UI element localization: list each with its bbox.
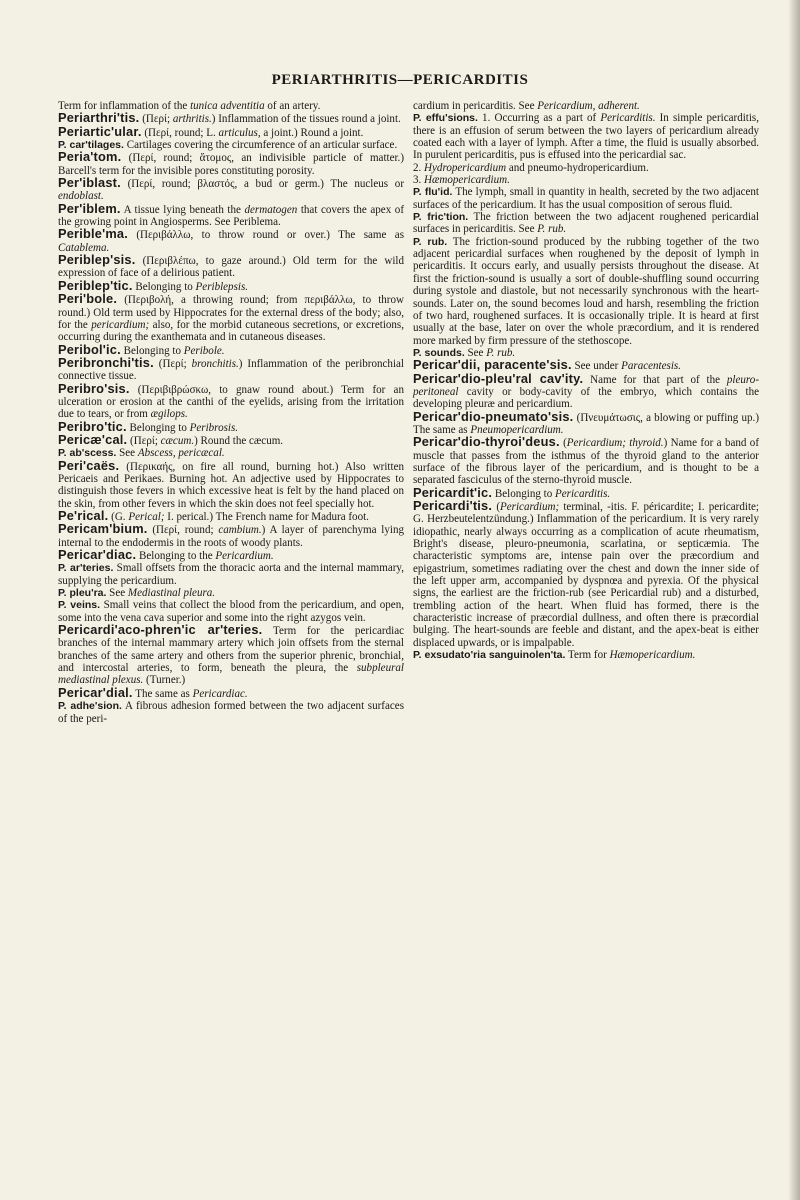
headword: Pericæ'cal. (58, 431, 128, 447)
definition-text: (Πνευμάτωσις, a blowing or puffing up.) The same as (413, 411, 759, 436)
dictionary-entry (58, 228, 404, 254)
headword: Pericar'dii, paracente'sis. (413, 357, 572, 373)
italic-term: bronchitis. (191, 357, 239, 370)
definition-text: a joint.) Round a joint. (260, 126, 364, 139)
dictionary-subentry (58, 562, 404, 587)
definition-text: also, for the morbid cutaneous secretions, or excretions, occurring during the exanthemata and in cutaneous diseases. (58, 318, 404, 344)
headword: Peribronchi'tis. (58, 354, 154, 370)
definition-text: 3. (413, 174, 425, 187)
italic-term: Hæmopericardium. (424, 174, 510, 187)
dictionary-subentry (58, 587, 404, 599)
headword: Pericardi'tis. (413, 498, 493, 513)
headword: P. veins. (58, 599, 101, 612)
entry-text (413, 100, 759, 112)
definition-text: ) Name for a band of muscle that passes from the isthmus of the thyroid gland to the anterior surface of the fibrous layer of the pericardium, and is thought to be a separated fasciculus of the sterno-thyroid muscle. (413, 437, 759, 487)
definition-text: (Περιβολή, a throwing round; from περιβάλλω, to throw round.) Old term used by Hippocrates for the external dress of the body; also, for the (58, 294, 404, 331)
dictionary-subentry (413, 649, 759, 661)
italic-term: endoblast. (58, 190, 104, 203)
page-edge-shadow (788, 0, 800, 1200)
definition-text: (Περί, round; ἄτομος, an indivisible particle of matter.) Barcell's term for the invisible pores constituting porosity. (58, 152, 404, 177)
definition-text: The lymph, small in quantity in health, secreted by the two adjacent surfaces of the pericardium. It has the usual composition of serous fluid. (413, 186, 759, 211)
definition-text: Belonging to the (136, 550, 216, 563)
headword: Peribol'ic. (58, 341, 121, 357)
dictionary-subentry (413, 112, 759, 161)
headword: P. car'tilages. (58, 139, 124, 152)
headword: Periblep'tic. (58, 277, 133, 293)
italic-term: arthritis. (172, 113, 212, 126)
dictionary-subentry (58, 700, 404, 725)
definition-text: Belonging to (126, 421, 190, 434)
headword: P. adhe'sion. (58, 700, 122, 713)
italic-term: pericardium; (91, 318, 150, 331)
headword: P. sounds. (413, 346, 465, 359)
italic-term: Mediastinal pleura. (127, 587, 216, 600)
definition-text: See (464, 346, 487, 359)
definition-text: Belonging to (132, 280, 196, 293)
dictionary-entry (58, 380, 404, 421)
dictionary-entry (58, 431, 404, 447)
definition-text: The friction-sound produced by the rubbing together of the two adjacent pericardial surfaces when roughened by the deposit of lymph in pericarditis. It occurs early, and usually persists throughout the disease. At first the friction-sound is usually a sort of double-shuffling sound occurring during systole and diastole, but not necessarily synchronous with the heart-sounds. Later on, the sound becomes loud and harsh, resembling the friction of two hard, roughened surfaces. It is occasionally triple. It is heard at first usually at the base, later on over the whole præcordium, and it is rendered more marked by firm pressure of the stethoscope. (413, 235, 759, 347)
entry-text (413, 174, 759, 186)
definition-text: of an artery. (264, 100, 321, 112)
headword: P. flu'id. (413, 186, 453, 199)
definition-text: See (106, 587, 128, 600)
italic-term: cæcum. (160, 434, 195, 447)
italic-term: pleuro-peritoneal (413, 373, 760, 398)
definition-text: Term for (565, 649, 610, 662)
definition-text: (Περικαής, on fire all round, burning hot.) Also written Pericaeis and Perikaes. Burning hot. An adjective used by Hippocrates to distinguish those fevers in which excessive heat is felt by the hand placed on the skin, from other fevers in which the skin does not feel specially hot. (58, 460, 404, 510)
definition-text: Small offsets from the thoracic aorta and the internal mammary, supplying the pericardium. (58, 562, 404, 587)
definition-text: In simple pericarditis, there is an effusion of serum between the two layers of pericardium already coated each with a layer of lymph. After a time, the fluid is usually absorbed. In purulent pericarditis, pus is effused into the pericardial sac. (413, 112, 759, 162)
entry-text (413, 162, 759, 174)
definition-text: 1. Occurring as a part of (477, 112, 601, 125)
definition-text: (Περιβάλλω, to throw round or over.) The same as (127, 229, 404, 242)
definition-text: The friction between the two adjacent roughened pericardial surfaces in pericarditis. See (413, 211, 759, 236)
headword: Pericardit'ic. (413, 484, 493, 500)
headword: P. ab'scess. (58, 447, 117, 460)
dictionary-entry (58, 254, 404, 280)
definition-text: ) A layer of parenchyma lying internal to the endodermis in the roots of woody plants. (58, 524, 405, 549)
definition-text: I. perical.) The French name for Madura foot. (164, 511, 369, 523)
headword: Peria'tom. (58, 149, 122, 165)
definition-text: (Turner.) (143, 674, 186, 687)
definition-text: A tissue lying beneath the (120, 203, 245, 216)
page-header: PERIARTHRITIS—PERICARDITIS (271, 72, 529, 88)
headword: Periarthri'tis. (58, 110, 140, 126)
left-column (58, 100, 404, 725)
definition-text: terminal, -itis. F. péricardite; I. pericardite; G. Herzbeutelentzündung.) Inflammation of the pericardium. It is very rarely idiopathic, nearly always occurring as a complication of acute rheumatism, Bright's disease, pleuro-pneumonia, scarlatina, or septicæmia. The characteristic symptoms are, intense pain over the præcordium and epigastrium, sometimes radiating over the chest and down the inner side of the left upper arm, accompanied by dyspnœa and pyrexia. Of the physical signs, the earliest are the friction-rub (see Pericardial rub) and a disturbed, trembling action of the heart. When fluid has formed, there is the characteristic increase of præcordial dullness, and often there is præcordial bulging. The heart-sounds are feeble and distant, and the apex-beat is either displaced upwards, or is impalpable. (413, 501, 759, 649)
right-column (413, 100, 759, 661)
definition-text: Cartilages covering the circumference of an articular surface. (123, 139, 398, 152)
headword: Pericar'dio-pleu'ral cav'ity. (413, 370, 584, 386)
definition-text: A fibrous adhesion formed between the two adjacent surfaces of the peri- (58, 700, 404, 725)
headword: Pericar'diac. (58, 547, 137, 563)
headword: Peri'caës. (58, 457, 120, 473)
italic-term: Abscess, pericæcal. (137, 447, 225, 460)
headword: P. rub. (413, 235, 448, 248)
dictionary-entry (58, 624, 404, 687)
definition-text: 2. (413, 161, 425, 174)
headword: P. ar'teries. (58, 562, 114, 575)
italic-term: ægilops. (150, 408, 188, 421)
definition-text: See under (571, 360, 622, 373)
definition-text: and pneumo-hydropericardium. (506, 161, 649, 174)
italic-term: Catablema. (58, 241, 110, 254)
definition-text: ( (492, 501, 501, 513)
italic-term: Hydropericardium (424, 161, 507, 174)
italic-term: Perical; (128, 511, 165, 523)
italic-term: Pericardium. (215, 550, 274, 563)
headword: Per'iblem. (58, 200, 121, 216)
definition-text: cardium in pericarditis. See (413, 100, 538, 112)
definition-text: (Περί; (127, 434, 161, 447)
italic-term: dermatogen (244, 203, 298, 216)
italic-term: articulus, (218, 126, 261, 139)
headword: P. pleu'ra. (58, 587, 107, 600)
dictionary-entry (58, 177, 404, 203)
italic-term: Peribole. (183, 344, 225, 357)
definition-text: ) Round the cæcum. (194, 434, 284, 447)
dictionary-entry (58, 684, 404, 700)
dictionary-subentry (58, 599, 404, 624)
italic-term: Pericarditis. (600, 112, 656, 125)
italic-term: P. rub. (486, 346, 516, 359)
definition-text: (Περί; (139, 113, 173, 126)
headword: Peribro'sis. (58, 380, 130, 396)
italic-term: Peribrosis. (189, 421, 239, 434)
italic-term: Periblepsis. (195, 280, 249, 293)
definition-text: Small veins that collect the blood from the pericardium, and open, some into the vena cava superior and some into the right azygos vein. (58, 599, 404, 624)
italic-term: Pericarditis. (555, 487, 611, 500)
dictionary-entry (413, 500, 759, 649)
definition-text: See (116, 447, 138, 460)
dictionary-entry (58, 457, 404, 510)
italic-term: P. rub. (537, 223, 567, 236)
definition-text: ) Inflammation of the peribronchial connective tissue. (58, 357, 404, 383)
definition-text: (Περιβλέπω, to gaze around.) Old term for the wild expression of face of a delirious patient. (58, 255, 404, 280)
italic-term: Pericardium, adherent. (537, 100, 640, 112)
dictionary-subentry (413, 211, 759, 236)
definition-text: ( (559, 437, 567, 450)
definition-text: (Περί, round; βλαστός, a bud or germ.) The nucleus or (120, 178, 404, 191)
italic-term: Pneumopericardium. (470, 423, 564, 436)
dictionary-entry (58, 523, 404, 549)
definition-text: Belonging to (120, 344, 184, 357)
definition-text: Term for the pericardiac branches of the internal mammary artery which join offsets from the sternal branches of the same artery and others from the superior phrenic, bronchial, and intercostal arteries, to form, beneath the pleura, the (58, 625, 404, 675)
headword: Pericar'dial. (58, 684, 133, 700)
definition-text: (Περιβιβρώσκω, to gnaw round about.) Term for an ulceration or erosion at the canthi of the eyelids, arising from the irritation due to tears, or from (58, 383, 404, 421)
italic-term: Hæmopericardium. (609, 649, 696, 662)
definition-text: (Περί, round; (147, 524, 219, 537)
italic-term: Pericardium; (500, 501, 560, 513)
dictionary-subentry (413, 186, 759, 211)
headword: Pericardi'aco-phren'ic ar'teries. (58, 622, 263, 638)
definition-text: cavity or body-cavity of the embryo, which contains the developing pleuræ and pericardium. (413, 385, 759, 411)
dictionary-entry (413, 408, 759, 437)
headword: P. effu'sions. (413, 112, 478, 125)
dictionary-entry (58, 354, 404, 383)
italic-term: Pericardiac. (192, 687, 248, 700)
definition-text: The same as (132, 687, 193, 700)
headword: P. exsudato'ria sanguinolen'ta. (413, 649, 566, 662)
definition-text: (G. (108, 511, 129, 523)
italic-term: Pericardium; thyroid. (566, 437, 664, 450)
headword: Pericar'dio-thyroi'deus. (413, 434, 560, 450)
dictionary-subentry (413, 236, 759, 347)
headword: Peribro'tic. (58, 418, 127, 434)
headword: Pe'rical. (58, 508, 109, 523)
headword: Periblep'sis. (58, 252, 136, 268)
dictionary-entry (58, 293, 404, 343)
definition-text: (Περί; (153, 357, 192, 370)
headword: P. fric'tion. (413, 211, 469, 224)
dictionary-entry (58, 549, 404, 562)
dictionary-entry (58, 151, 404, 177)
headword: Per'iblast. (58, 175, 121, 191)
headword: Perible'ma. (58, 226, 128, 242)
headword: Pericam'bium. (58, 521, 148, 537)
definition-text: that covers the apex of the growing point in Angiosperms. See Periblema. (58, 203, 404, 229)
headword: Pericar'dio-pneumato'sis. (413, 408, 574, 424)
definition-text: ) Inflammation of the tissues round a joint. (211, 113, 401, 126)
headword: Peri'bole. (58, 291, 118, 307)
definition-text: (Περί, round; L. (141, 126, 219, 139)
dictionary-entry (58, 200, 404, 229)
definition-text: Term for inflammation of the (58, 100, 191, 112)
italic-term: tunica adventitia (190, 100, 265, 112)
italic-term: cambium. (218, 524, 262, 537)
dictionary-entry (413, 436, 759, 486)
italic-term: Paracentesis. (621, 360, 681, 373)
dictionary-entry (58, 123, 404, 139)
italic-term: subpleural mediastinal plexus. (58, 662, 404, 687)
dictionary-entry (413, 370, 760, 411)
headword: Periartic'ular. (58, 123, 142, 139)
definition-text: Name for that part of the (583, 373, 727, 386)
definition-text: Belonging to (492, 487, 556, 500)
